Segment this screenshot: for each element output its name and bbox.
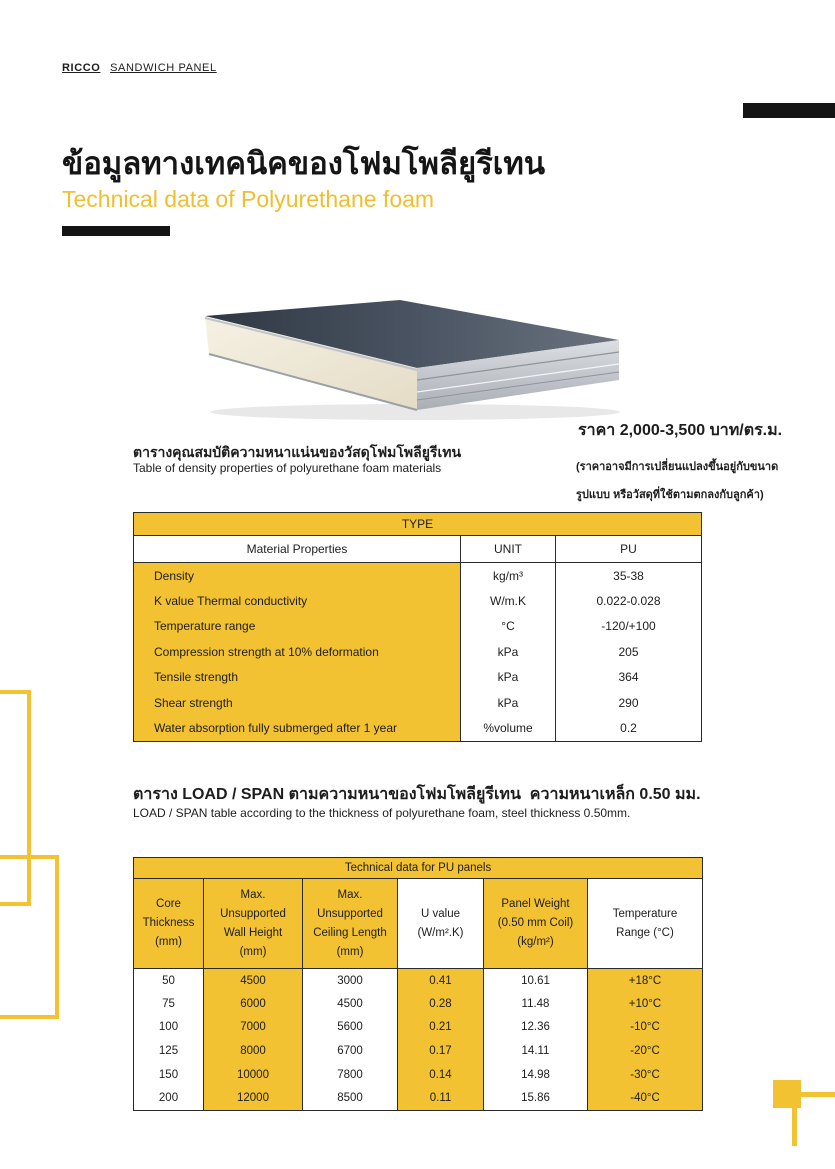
load-span-heading-english: LOAD / SPAN table according to the thickness of polyurethane foam, steel thickness 0.50mm. — [133, 806, 631, 820]
load-span-table — [133, 857, 703, 1111]
load-span-header-row — [134, 879, 703, 969]
top-right-bar — [743, 103, 835, 118]
material-properties-header: Material Properties — [134, 536, 461, 563]
density-properties-table — [133, 512, 702, 742]
temperature-cell: -40°C — [588, 1086, 703, 1110]
wall-height-cell: 7000 — [204, 1016, 303, 1040]
load-span-table-body — [134, 969, 703, 1111]
load-span-row — [134, 1016, 703, 1040]
temperature-cell: -10°C — [588, 1016, 703, 1040]
density-unit-cell: %volume — [461, 716, 556, 742]
thickness-cell: 200 — [134, 1086, 204, 1110]
load-span-row — [134, 969, 703, 993]
brand-header — [62, 62, 217, 74]
corner-decor-vertical-line — [792, 1104, 797, 1146]
density-header-row — [134, 536, 702, 563]
wall-height-header: Max. Unsupported Wall Height (mm) — [204, 879, 303, 969]
temperature-range-header: Temperature Range (°C) — [588, 879, 703, 969]
density-value-cell: 0.2 — [620, 721, 637, 735]
temperature-cell: -20°C — [588, 1039, 703, 1063]
wall-height-cell: 8000 — [204, 1039, 303, 1063]
price-text: ราคา 2,000-3,500 บาท/ตร.ม. — [578, 422, 783, 439]
load-span-row — [134, 1063, 703, 1087]
density-row — [134, 614, 702, 640]
thickness-cell: 75 — [134, 992, 204, 1016]
price-note-line-2: รูปแบบ หรือวัสดุที่ใช้ตามตกลงกับลูกค้า) — [576, 489, 764, 501]
density-unit-cell: kg/m³ — [461, 563, 556, 589]
load-span-title-row — [134, 858, 703, 879]
u-value-header: U value (W/m².K) — [398, 879, 484, 969]
u-value-cell: 0.14 — [398, 1063, 484, 1087]
ceiling-length-cell: 7800 — [303, 1063, 398, 1087]
core-thickness-header: Core Thickness (mm) — [134, 879, 204, 969]
price-note-line-1: (ราคาอาจมีการเปลี่ยนแปลงขึ้นอยู่กับขนาด — [576, 461, 779, 473]
u-value-cell: 0.21 — [398, 1016, 484, 1040]
ceiling-length-cell: 8500 — [303, 1086, 398, 1110]
panel-weight-cell: 12.36 — [484, 1016, 588, 1040]
density-row — [134, 665, 702, 691]
pu-header: PU — [556, 536, 702, 563]
wall-height-cell: 6000 — [204, 992, 303, 1016]
panel-weight-cell: 11.48 — [484, 992, 588, 1016]
density-row — [134, 588, 702, 614]
wall-height-cell: 10000 — [204, 1063, 303, 1087]
density-value-cell: 35-38 — [613, 568, 644, 583]
density-property-cell: Compression strength at 10% deformation — [134, 639, 461, 665]
u-value-cell: 0.41 — [398, 969, 484, 993]
panel-weight-cell: 15.86 — [484, 1086, 588, 1110]
load-span-row — [134, 1086, 703, 1110]
type-row — [134, 513, 702, 536]
density-row — [134, 716, 702, 742]
density-unit-cell: kPa — [461, 690, 556, 716]
thickness-cell: 100 — [134, 1016, 204, 1040]
density-property-cell: Water absorption fully submerged after 1 year — [134, 716, 461, 742]
sandwich-panel-image — [195, 288, 635, 423]
panel-weight-cell: 14.11 — [484, 1039, 588, 1063]
load-span-row — [134, 1039, 703, 1063]
density-table-heading-english: Table of density properties of polyurethane foam materials — [133, 461, 442, 475]
density-unit-cell: °C — [461, 614, 556, 640]
temperature-cell: -30°C — [588, 1063, 703, 1087]
density-unit-cell: W/m.K — [461, 588, 556, 614]
load-span-heading-thai: ตาราง LOAD / SPAN ตามความหนาของโฟมโพลียูรีเทน ความหนาเหล็ก 0.50 มม. — [133, 786, 701, 803]
panel-weight-cell: 10.61 — [484, 969, 588, 993]
load-span-table-title: Technical data for PU panels — [134, 858, 703, 879]
density-table-heading-thai: ตารางคุณสมบัติความหนาแน่นของวัสดุโฟมโพลียูรีเทน — [133, 444, 462, 460]
temperature-cell: +10°C — [588, 992, 703, 1016]
density-property-cell: K value Thermal conductivity — [134, 588, 461, 614]
title-underline-bar — [62, 226, 170, 236]
ceiling-length-cell: 3000 — [303, 969, 398, 993]
density-property-cell: Density — [134, 563, 461, 589]
ceiling-length-cell: 4500 — [303, 992, 398, 1016]
brand-name: RICCO — [62, 62, 101, 74]
load-span-row — [134, 992, 703, 1016]
page-title-thai: ข้อมูลทางเทคนิคของโฟมโพลียูรีเทน — [62, 146, 546, 181]
density-table-body — [134, 563, 702, 742]
density-value-cell: 290 — [618, 695, 639, 710]
left-decor-frame-lower — [0, 855, 59, 1019]
u-value-cell: 0.11 — [398, 1086, 484, 1110]
thickness-cell: 125 — [134, 1039, 204, 1063]
density-property-cell: Tensile strength — [134, 665, 461, 691]
density-value-cell: 205 — [618, 644, 639, 659]
ceiling-length-cell: 6700 — [303, 1039, 398, 1063]
temperature-cell: +18°C — [588, 969, 703, 993]
ceiling-length-header: Max. Unsupported Ceiling Length (mm) — [303, 879, 398, 969]
density-unit-cell: kPa — [461, 639, 556, 665]
density-unit-cell: kPa — [461, 665, 556, 691]
density-value-cell: 0.022-0.028 — [596, 593, 661, 608]
thickness-cell: 150 — [134, 1063, 204, 1087]
page-title-english: Technical data of Polyurethane foam — [62, 186, 435, 212]
type-label: TYPE — [134, 513, 702, 536]
thickness-cell: 50 — [134, 969, 204, 993]
density-value-cell: -120/+100 — [601, 619, 656, 634]
density-property-cell: Shear strength — [134, 690, 461, 716]
unit-header: UNIT — [461, 536, 556, 563]
wall-height-cell: 12000 — [204, 1086, 303, 1110]
density-value-cell: 364 — [618, 670, 639, 685]
density-row — [134, 690, 702, 716]
wall-height-cell: 4500 — [204, 969, 303, 993]
density-row — [134, 563, 702, 589]
panel-weight-header: Panel Weight (0.50 mm Coil) (kg/m²) — [484, 879, 588, 969]
ceiling-length-cell: 5600 — [303, 1016, 398, 1040]
u-value-cell: 0.28 — [398, 992, 484, 1016]
u-value-cell: 0.17 — [398, 1039, 484, 1063]
corner-decor-horizontal-line — [800, 1092, 835, 1097]
density-property-cell: Temperature range — [134, 614, 461, 640]
panel-weight-cell: 14.98 — [484, 1063, 588, 1087]
product-name: SANDWICH PANEL — [110, 62, 217, 74]
density-row — [134, 639, 702, 665]
